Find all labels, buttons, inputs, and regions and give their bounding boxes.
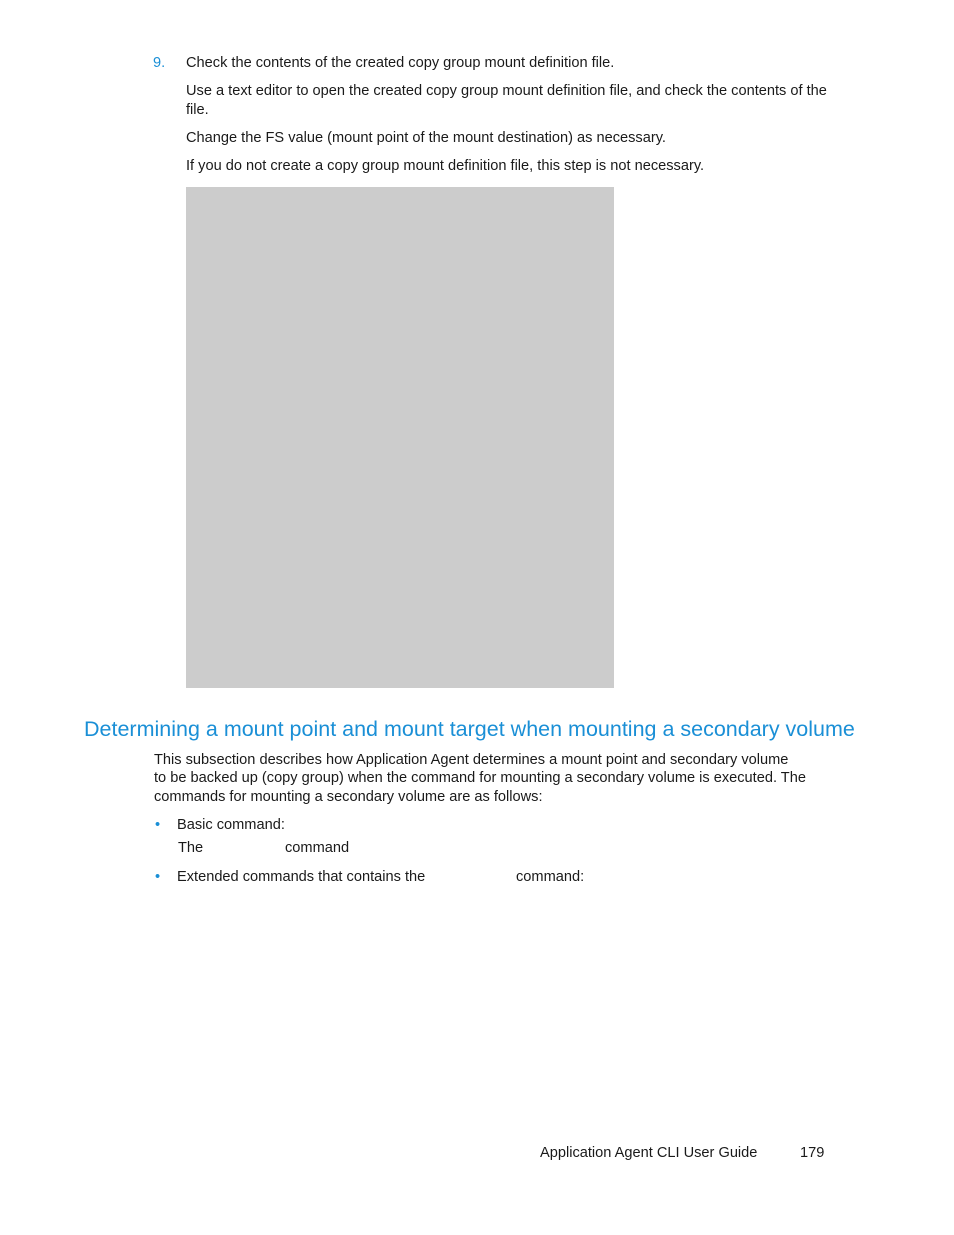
- footer-guide-title: Application Agent CLI User Guide: [540, 1145, 758, 1161]
- extended-command-word: command:: [516, 869, 585, 885]
- section-heading: Determining a mount point and mount target when mounting a secondary volume: [84, 717, 855, 741]
- basic-command-word: command: [285, 840, 350, 856]
- step-paragraph-3: If you do not create a copy group mount definition file, this step is not necessary.: [186, 158, 705, 174]
- basic-command-the: The: [178, 840, 204, 856]
- intro-line-1: This subsection describes how Application Agent determines a mount point and secondary volume: [154, 752, 789, 768]
- intro-line-3: commands for mounting a secondary volume are as follows:: [154, 789, 543, 805]
- figure-placeholder: [186, 187, 614, 688]
- footer-page-number: 179: [800, 1145, 825, 1161]
- intro-line-2: to be backed up (copy group) when the command for mounting a secondary volume is executed. The: [154, 770, 806, 786]
- bullet-extended-commands: Extended commands that contains the: [177, 869, 426, 885]
- bullet-marker: •: [155, 817, 161, 833]
- step-paragraph-1: Use a text editor to open the created copy group mount definition file, and check the contents of the file.: [186, 83, 827, 118]
- step-number: 9.: [153, 55, 166, 71]
- step-paragraph-2: Change the FS value (mount point of the mount destination) as necessary.: [186, 130, 666, 146]
- step-title: Check the contents of the created copy group mount definition file.: [186, 55, 615, 71]
- bullet-marker: •: [155, 869, 161, 885]
- bullet-basic-command: Basic command:: [177, 817, 285, 833]
